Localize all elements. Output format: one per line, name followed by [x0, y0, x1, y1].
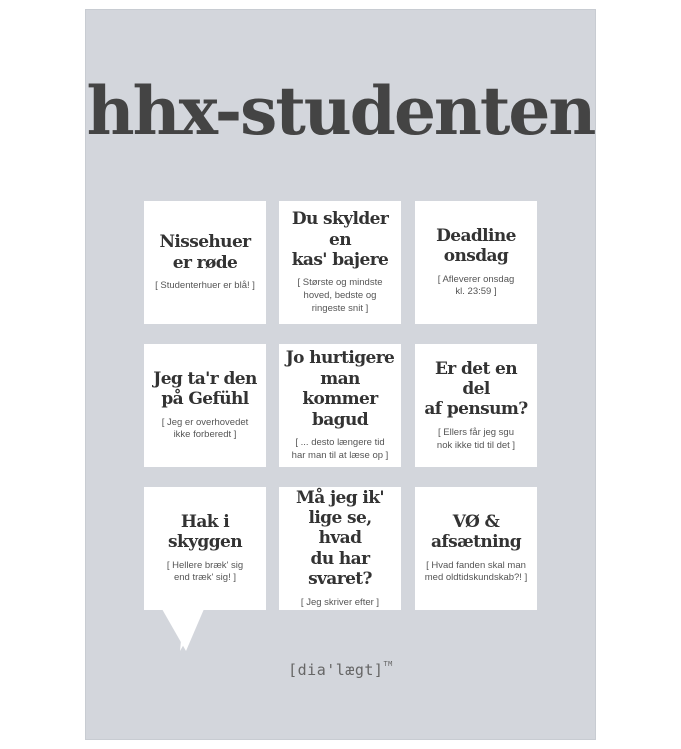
card-3	[415, 201, 537, 324]
trademark-mark: TM	[383, 660, 393, 668]
brand-logo	[86, 660, 595, 679]
card-heading: Du skylder en kas' bajere	[291, 209, 389, 270]
card-8	[279, 487, 401, 610]
card-2	[279, 201, 401, 324]
card-heading: Er det en del af pensum?	[424, 358, 528, 420]
card-7	[144, 487, 266, 610]
brand-logo-text: [dia'lægt]	[288, 661, 384, 679]
card-note: [ ... desto længere tid har man til at læse op ]	[291, 436, 389, 461]
card-note: [ Jeg er overhovedet ikke forberedt ]	[161, 416, 249, 441]
card-heading: Nissehuer er røde	[159, 232, 251, 273]
card-1	[144, 201, 266, 324]
card-heading: Jeg ta'r den på Gefühl	[153, 368, 257, 410]
card-note: [ Jeg skriver efter ]	[300, 596, 380, 608]
card-note: [ Hvad fanden skal man med oldtidskundskab?! ]	[424, 559, 528, 584]
card-6	[415, 344, 537, 467]
card-note: [ Ellers får jeg sgu nok ikke tid til det ]	[436, 426, 516, 451]
card-heading: Hak i skyggen	[168, 511, 242, 553]
card-heading: VØ & afsætning	[431, 511, 521, 553]
poster	[86, 10, 595, 739]
card-9	[415, 487, 537, 610]
poster-title: hhx-studenten	[86, 72, 595, 150]
card-note: [ Største og mindste hoved, bedste og ringeste snit ]	[297, 277, 383, 314]
card-note: [ Studenterhuer er blå! ]	[155, 279, 255, 291]
speech-bubble-tail	[144, 609, 224, 659]
card-5	[279, 344, 401, 467]
card-4	[144, 344, 266, 467]
card-note: [ Afleverer onsdag kl. 23:59 ]	[437, 273, 515, 298]
card-heading: Må jeg ik' lige se, hvad du har svaret?	[296, 487, 384, 590]
card-heading: Deadline onsdag	[436, 225, 516, 267]
card-note: [ Hellere bræk' sig end træk' sig! ]	[166, 559, 244, 584]
card-heading: Jo hurtigere man kommer bagud	[285, 348, 395, 430]
